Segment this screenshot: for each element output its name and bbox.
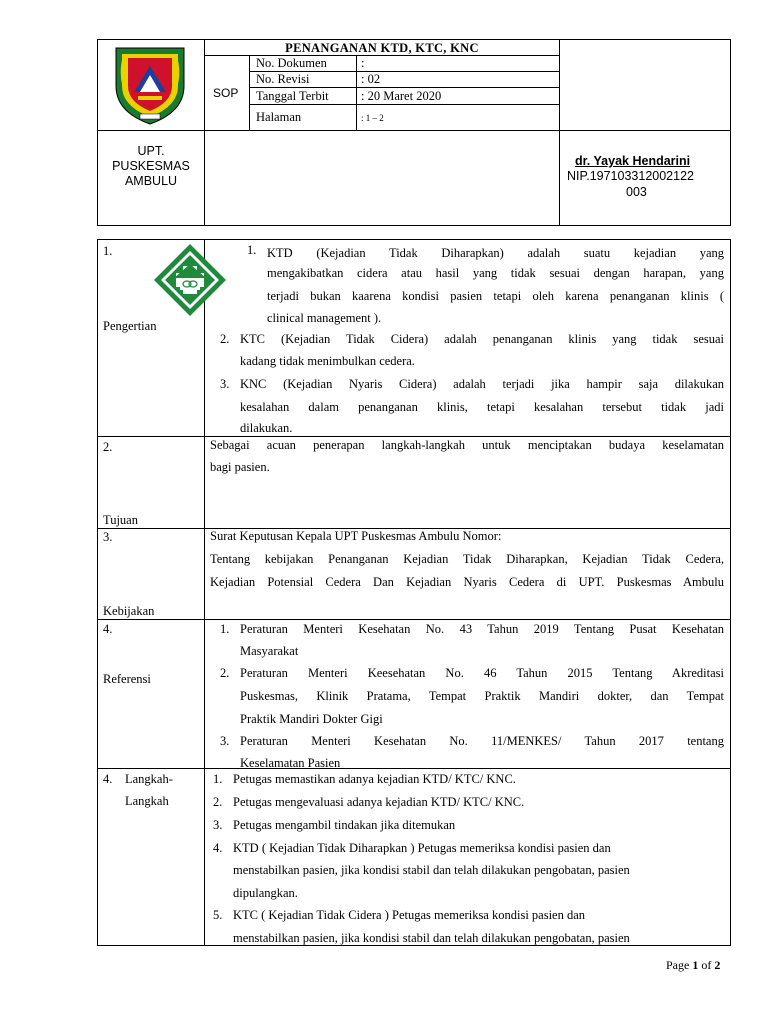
regency-logo bbox=[110, 42, 190, 128]
divider bbox=[204, 39, 205, 226]
langkah-item-5-line-1: KTC ( Kejadian Tidak Cidera ) Petugas memeriksa kondisi pasien dan bbox=[233, 908, 586, 922]
pengertian-item-3-line-1: KNC (Kejadian Nyaris Cidera) adalah terjadi jika hampir saja dilakukan bbox=[240, 377, 724, 391]
langkah-label-1: Langkah- bbox=[125, 772, 173, 786]
of-word: of bbox=[701, 958, 712, 972]
org-line-3: AMBULU bbox=[124, 174, 178, 188]
referensi-number: 4. bbox=[103, 622, 113, 636]
tujuan-label: Tujuan bbox=[103, 513, 138, 527]
langkah-item-4-line-3: dipulangkan. bbox=[233, 886, 298, 900]
divider bbox=[249, 55, 250, 130]
pengertian-number: 1. bbox=[103, 244, 113, 258]
kebijakan-number: 3. bbox=[103, 530, 113, 544]
tujuan-line-1: Sebagai acuan penerapan langkah-langkah untuk menciptakan budaya keselamatan bbox=[210, 438, 724, 452]
signer-name: dr. Yayak Hendarini bbox=[575, 154, 691, 168]
langkah-item-3-line-1: Petugas mengambil tindakan jika ditemukan bbox=[233, 818, 456, 832]
langkah-item-4-number: 4. bbox=[213, 841, 223, 855]
referensi-item-3-number: 3. bbox=[220, 734, 230, 748]
referensi-item-1-line-2: Masyarakat bbox=[240, 644, 299, 658]
divider bbox=[97, 130, 731, 131]
referensi-item-3-line-2: Keselamatan Pasien bbox=[240, 756, 341, 768]
pengertian-item-1-line-1: KTD (Kejadian Tidak Diharapkan) adalah suatu kejadian yang bbox=[267, 246, 724, 260]
signer-nip-2: 003 bbox=[626, 185, 647, 199]
kebijakan-line-2: Tentang kebijakan Penanganan Kejadian Tidak Diharapkan, Kejadian Tidak Cedera, bbox=[210, 552, 724, 566]
revision-value: : 02 bbox=[361, 72, 381, 86]
pengertian-item-2-line-1: KTC (Kejadian Tidak Cidera) adalah penanganan klinis yang tidak sesuai bbox=[240, 332, 724, 346]
sop-label: SOP bbox=[213, 86, 239, 100]
langkah-item-5-number: 5. bbox=[213, 908, 223, 922]
org-line-2: PUSKESMAS bbox=[112, 159, 190, 173]
referensi-item-3-line-1: Peraturan Menteri Kesehatan No. 11/MENKES/ Tahun 2017 tentang bbox=[240, 734, 724, 748]
pengertian-item-3-line-2: kesalahan dalam penanganan klinis, tetapi kesalahan tersebut tidak jadi bbox=[240, 400, 724, 414]
divider bbox=[97, 619, 731, 620]
pengertian-label: Pengertian bbox=[103, 319, 157, 333]
page-footer bbox=[666, 957, 720, 973]
issue-date-label: Tanggal Terbit bbox=[256, 89, 329, 103]
langkah-item-5-line-2: menstabilkan pasien, jika kondisi stabil dan telah dilakukan pengobatan, pasien bbox=[233, 931, 630, 945]
langkah-item-4-line-2: menstabilkan pasien, jika kondisi stabil dan telah dilakukan pengobatan, pasien bbox=[233, 863, 630, 877]
doc-number-value: : bbox=[361, 56, 365, 70]
tujuan-line-2: bagi pasien. bbox=[210, 460, 270, 474]
divider bbox=[559, 39, 560, 226]
langkah-number: 4. bbox=[103, 772, 113, 786]
revision-label: No. Revisi bbox=[256, 72, 310, 86]
page-number: 1 bbox=[692, 958, 699, 972]
kebijakan-line-1: Surat Keputusan Kepala UPT Puskesmas Ambulu Nomor: bbox=[210, 529, 502, 543]
referensi-item-1-number: 1. bbox=[220, 622, 230, 636]
org-line-1: UPT. bbox=[137, 144, 165, 158]
langkah-item-4-line-1: KTD ( Kejadian Tidak Diharapkan ) Petugas memeriksa kondisi pasien dan bbox=[233, 841, 611, 855]
issue-date-value: : 20 Maret 2020 bbox=[361, 89, 442, 103]
langkah-item-1-line-1: Petugas memastikan adanya kejadian KTD/ KTC/ KNC. bbox=[233, 772, 516, 786]
pengertian-item-3-line-3: dilakukan. bbox=[240, 421, 293, 435]
signer-nip-1: NIP.197103312002122 bbox=[567, 169, 694, 183]
divider bbox=[249, 104, 560, 105]
kebijakan-label: Kebijakan bbox=[103, 604, 155, 618]
referensi-item-2-line-2: Puskesmas, Klinik Pratama, Tempat Praktik Mandiri dokter, dan Tempat bbox=[240, 689, 724, 703]
divider bbox=[204, 239, 205, 946]
page-count-label: Halaman bbox=[256, 110, 302, 124]
pengertian-item-1-line-3: terjadi bukan kaarena kondisi pasien tetapi oleh karena penanganan klinis ( bbox=[267, 289, 724, 303]
referensi-item-2-line-3: Praktik Mandiri Dokter Gigi bbox=[240, 712, 383, 726]
pengertian-item-1-line-2: mengakibatkan cidera atau hasil yang tidak sesuai dengan harapan, yang bbox=[267, 266, 724, 280]
langkah-item-1-number: 1. bbox=[213, 772, 223, 786]
kebijakan-line-3: Kejadian Potensial Cedera Dan Kejadian Nyaris Cedera di UPT. Puskesmas Ambulu bbox=[210, 575, 724, 589]
langkah-item-2-line-1: Petugas mengevaluasi adanya kejadian KTD/ KTC/ KNC. bbox=[233, 795, 525, 809]
tujuan-number: 2. bbox=[103, 440, 113, 454]
referensi-item-1-line-1: Peraturan Menteri Kesehatan No. 43 Tahun 2019 Tentang Pusat Kesehatan bbox=[240, 622, 724, 636]
page-count-value: : 1 – 2 bbox=[361, 113, 384, 123]
pengertian-item-1-number: 1. bbox=[247, 243, 257, 257]
pengertian-item-3-number: 3. bbox=[220, 377, 230, 391]
referensi-item-2-line-1: Peraturan Menteri Keesehatan No. 46 Tahun 2015 Tentang Akreditasi bbox=[240, 666, 724, 680]
pengertian-item-2-line-2: kadang tidak menimbulkan cedera. bbox=[240, 354, 415, 368]
langkah-item-2-number: 2. bbox=[213, 795, 223, 809]
pengertian-item-1-line-4: clinical management ). bbox=[267, 311, 382, 325]
page-word: Page bbox=[666, 958, 690, 972]
referensi-item-2-number: 2. bbox=[220, 666, 230, 680]
divider bbox=[97, 768, 731, 769]
langkah-item-3-number: 3. bbox=[213, 818, 223, 832]
divider bbox=[356, 55, 357, 130]
sop-title: PENANGANAN KTD, KTC, KNC bbox=[285, 41, 479, 55]
page-total: 2 bbox=[714, 958, 721, 972]
puskesmas-logo bbox=[152, 242, 228, 318]
referensi-label: Referensi bbox=[103, 672, 151, 686]
doc-number-label: No. Dokumen bbox=[256, 56, 327, 70]
langkah-label-2: Langkah bbox=[125, 794, 169, 808]
pengertian-item-2-number: 2. bbox=[220, 332, 230, 346]
